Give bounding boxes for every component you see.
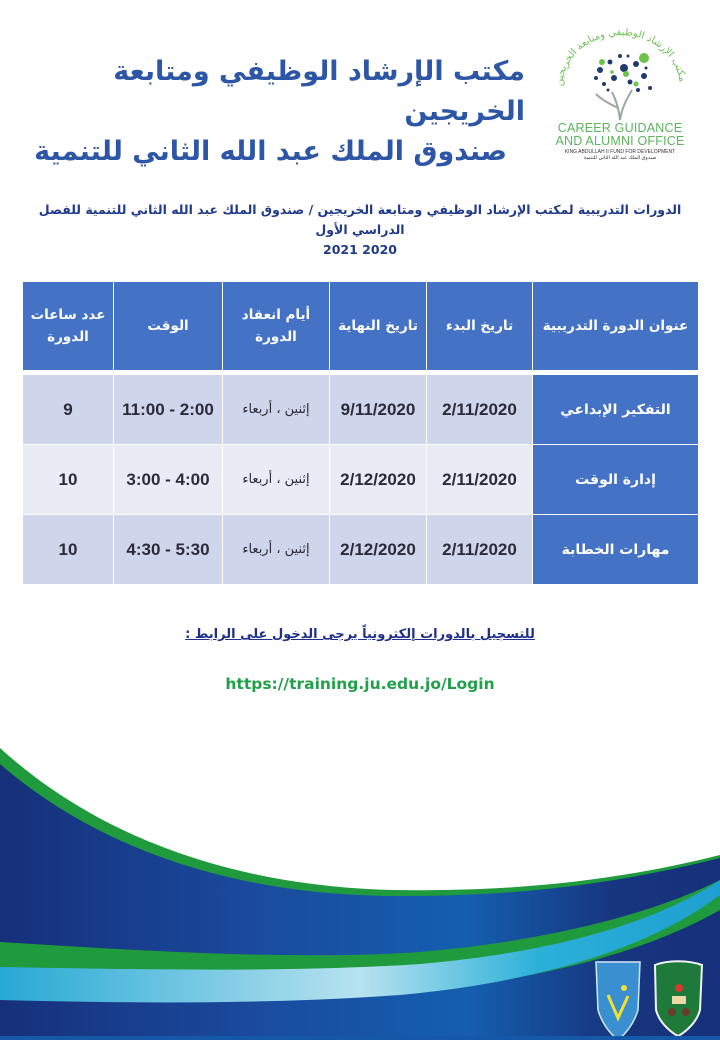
days: إثنين ، أربعاء	[223, 445, 330, 515]
table-row	[23, 515, 699, 585]
table-row	[23, 445, 699, 515]
registration-link[interactable]: https://training.ju.edu.jo/Login	[225, 675, 495, 693]
end-date: 9/11/2020	[330, 375, 427, 445]
course-title: التفكير الإبداعي	[533, 375, 699, 445]
tree-of-stars-icon	[540, 28, 700, 123]
time: 3:00 - 4:00	[114, 445, 223, 515]
hours: 9	[23, 375, 114, 445]
col-course-title: عنوان الدورة التدريبية	[533, 282, 699, 371]
course-title: مهارات الخطابة	[533, 515, 699, 585]
start-date: 2/11/2020	[427, 375, 533, 445]
time: 11:00 - 2:00	[114, 375, 223, 445]
footer-wave-decoration	[0, 720, 720, 1040]
col-start-date: تاريخ البدء	[427, 282, 533, 371]
table-header-row	[23, 282, 699, 371]
start-date: 2/11/2020	[427, 445, 533, 515]
office-title-line1: مكتب الإرشاد الوظيفي ومتابعة الخريجين	[113, 56, 525, 127]
col-time: الوقت	[114, 282, 223, 371]
office-title-line2: صندوق الملك عبد الله الثاني للتنمية	[34, 136, 507, 167]
end-date: 2/12/2020	[330, 515, 427, 585]
logo-fund-text: KING ABDULLAH II FUND FOR DEVELOPMENT صندوق الملك عبد الله الثاني للتنمية	[564, 149, 676, 161]
col-end-date: تاريخ النهاية	[330, 282, 427, 371]
days: إثنين ، أربعاء	[223, 515, 330, 585]
course-title: إدارة الوقت	[533, 445, 699, 515]
col-days: أيام انعقاد الدورة	[223, 282, 330, 371]
days: إثنين ، أربعاء	[223, 375, 330, 445]
intro-text	[30, 200, 690, 260]
intro-line1: الدورات التدريبية لمكتب الإرشاد الوظيفي ومتابعة الخريجين / صندوق الملك عبد الله الثاني للتنمية للفصل الدراسي الأول	[38, 202, 682, 237]
office-title	[25, 52, 525, 172]
logo-career-text: CAREER GUIDANCE AND ALUMNI OFFICE	[555, 121, 685, 148]
career-guidance-logo	[540, 28, 700, 163]
end-date: 2/12/2020	[330, 445, 427, 515]
time: 4:30 - 5:30	[114, 515, 223, 585]
registration-label: للتسجيل بالدورات إلكترونياً يرجى الدخول على الرابط :	[185, 627, 535, 642]
intro-line2: 2020 2021	[323, 242, 397, 257]
hours: 10	[23, 445, 114, 515]
table-row	[23, 375, 699, 445]
start-date: 2/11/2020	[427, 515, 533, 585]
svg-text:مكتب الإرشاد الوظيفي ومتابعة ا: مكتب الإرشاد الوظيفي ومتابعة الخريجين	[553, 28, 688, 87]
courses-table	[22, 281, 699, 585]
col-hours: عدد ساعات الدورة	[23, 282, 114, 371]
hours: 10	[23, 515, 114, 585]
